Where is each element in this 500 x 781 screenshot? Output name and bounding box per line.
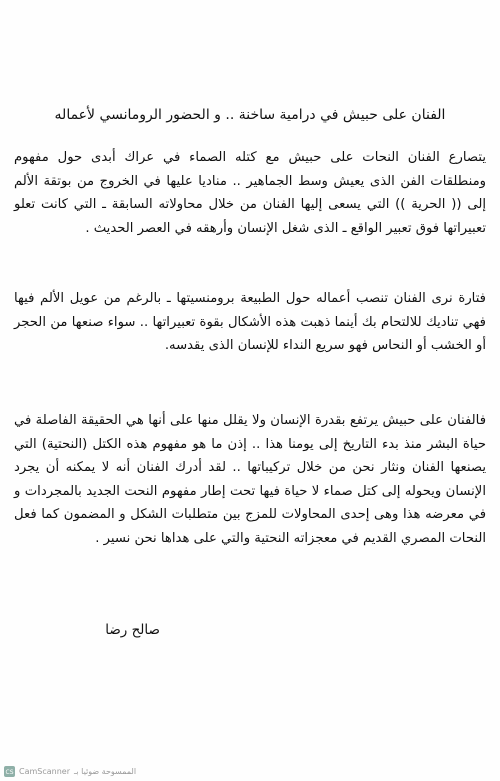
svg-text:CS: CS xyxy=(5,769,14,776)
watermark-scan-label: الممسوحة ضوئيا بـ xyxy=(74,767,137,776)
paragraph-3: فالفنان على حبيش يرتفع بقدرة الإنسان ولا يقلل منها على أنها هي الحقيقة الفاصلة في حياة البشر منذ بدء التاريخ إلى يومنا هذا .. إذن ما هو مفهوم هذه الكتل (النحتية) التي يصنعها الفنان ونثار نحن من خلال تركيباتها .. لقد أدرك الفنان أنه لا يمكنه أن يجرد الإنسان ويحوله إلى كتل صماء لا حياة فيها تحت إطار مفهوم النحت الجديد بالمجردات و في معرضه هذا وهى إحدى المحاولات للمزج بين متطلبات الشكل و المضمون كما فعل النحات المصري القديم في معجزاته النحتية والتي على هداها نحن نسير . xyxy=(14,413,486,546)
author-signature: صالح رضا xyxy=(105,622,160,638)
camscanner-logo-icon xyxy=(4,766,15,777)
document-title: الفنان على حبيش في درامية ساخنة .. و الحضور الرومانسي لأعماله xyxy=(54,107,446,123)
watermark-app-name: CamScanner xyxy=(19,767,71,776)
paragraph-1: يتصارع الفنان النحات على حبيش مع كتله الصماء في عراك أبدى حول مفهوم ومنطلقات الفن الذى يعيش وسط الجماهير .. مناديا عليها في الخروج من بوتقة الألم إلى (( الحرية )) التي يسعى إليها الفنان من خلال محاولاته السابقة ـ التي كانت تعلو تعبيراتها فوق تعبير الواقع ـ الذى شغل الإنسان وأرهقه في العصر الحديث . xyxy=(14,150,486,236)
paragraph-2: فتارة نرى الفنان تنصب أعماله حول الطبيعة برومنسيتها ـ بالرغم من عويل الألم فيها فهي تناديك للالتحام بك أينما ذهبت هذه الأشكال بقوة تعبيراتها .. سواء صنعها من الحجر أو الخشب أو النحاس فهو سريع النداء للإنسان الذى يقدسه. xyxy=(14,291,486,353)
scanner-watermark xyxy=(4,766,136,777)
